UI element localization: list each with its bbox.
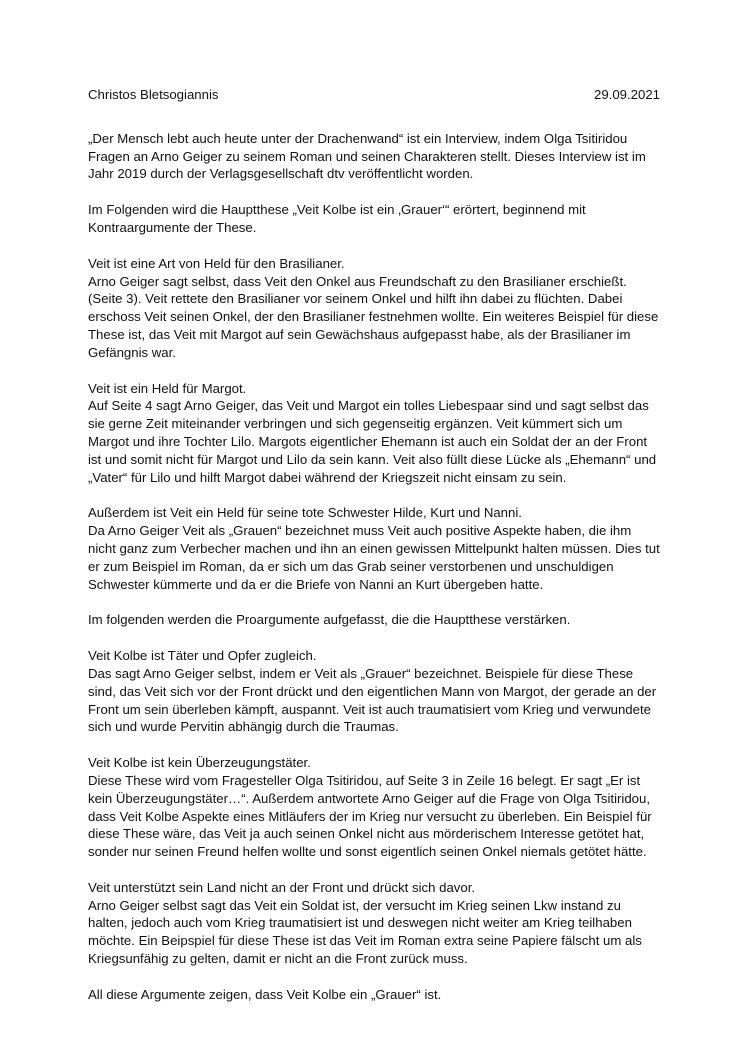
argument-paragraph [88,879,660,968]
argument-heading: Veit unterstützt sein Land nicht an der Front und drückt sich davor. [88,879,476,895]
argument-heading: Veit ist eine Art von Held für den Brasilianer. [88,255,345,271]
paragraph-text: All diese Argumente zeigen, dass Veit Kolbe ein „Grauer“ ist. [88,986,442,1002]
paragraph-text: Auf Seite 4 sagt Arno Geiger, das Veit und Margot ein tolles Liebespaar sind und sagt selbst das sie gerne Zeit miteinander verbringen und sich gegenseitig ergänzen. Veit kümmert sich um Margot und ihre Tochter Lilo. Margots eigentlicher Ehemann ist auch ein Soldat der an der Front ist und somit nicht für Margot und Lilo da sein kann. Veit also füllt diese Lücke als „Ehemann“ und „Vater“ für Lilo und hilft Margot dabei während der Kriegszeit nicht einsam zu sein. [88,398,657,485]
intro-paragraph [88,130,660,183]
paragraph-text: Arno Geiger selbst sagt das Veit ein Soldat ist, der versucht im Krieg seinen Lkw instand zu halten, jedoch auch vom Krieg traumatisiert ist und deswegen nicht weiter am Krieg teilhaben möchte. Ein Beipspiel für diese These ist das Veit im Roman extra seine Papiere fälscht um als Kriegsunfähig zu gelten, damit er nicht an die Front zurück muss. [88,897,642,967]
argument-paragraph [88,754,660,861]
paragraph-text: Diese These wird vom Fragesteller Olga Tsitiridou, auf Seite 3 in Zeile 16 belegt. Er sagt „Er ist kein Überzeugungstäter…“. Außerdem antwortete Arno Geiger auf die Frage von Olga Tsitiridou, dass Veit Kolbe Aspekte eines Mitläufers der im Krieg nur versucht zu überleben. Ein Beispiel für diese These wäre, das Veit ja auch seinen Onkel nicht aus mörderischem Interesse getötet hat, sonder nur seinen Freund helfen wollte und sonst eigentlich seinen Onkel niemals getötet hätte. [88,772,652,860]
conclusion-paragraph [88,986,660,1004]
paragraph-text: „Der Mensch lebt auch heute unter der Drachenwand“ ist ein Interview, indem Olga Tsitiridou Fragen an Arno Geiger zu seinem Roman und seinen Charakteren stellt. Dieses Interview ist im Jahr 2019 durch der Verlagsgesellschaft dtv veröffentlicht worden. [88,130,646,182]
paragraph-text: Arno Geiger sagt selbst, dass Veit den Onkel aus Freundschaft zu den Brasilianer erschießt. (Seite 3). Veit rettete den Brasilianer vor seinem Onkel und hilft ihn dabei zu flüchten. Dabei erschoss Veit seinen Onkel, der den Brasilianer festnehmen wollte. Ein weiteres Beispiel für diese These ist, das Veit mit Margot auf sein Gewächshaus aufgepasst habe, als der Brasilianer im Gefängnis war. [88,273,659,360]
argument-heading: Veit ist ein Held für Margot. [88,380,247,396]
document-date: 29.09.2021 [593,87,660,102]
argument-heading: Außerdem ist Veit ein Held für seine tote Schwester Hilde, Kurt und Nanni. [88,505,522,521]
argument-heading: Veit Kolbe ist Täter und Opfer zugleich. [88,648,317,664]
paragraph-text: Da Arno Geiger Veit als „Grauen“ bezeichnet muss Veit auch positive Aspekte haben, die ihm nicht ganz zum Verbecher machen und ihn an einen gewissen Mittelpunkt halten müssen. Dies tut er zum Beispiel im Roman, da er sich um das Grab seiner verstorbenen und unschuldigen Schwester kümmerte und da er die Briefe von Nanni an Kurt übergeben hatte. [88,523,660,592]
document-header [88,86,660,104]
document-page [88,86,660,1022]
paragraph-text: Im Folgenden wird die Hauptthese „Veit Kolbe ist ein ‚Grauer‘“ erörtert, beginnend mit Kontraargumente der These. [88,202,586,235]
thesis-paragraph [88,201,660,237]
argument-paragraph [88,647,660,736]
paragraph-text: Das sagt Arno Geiger selbst, indem er Veit als „Grauer“ bezeichnet. Beispiele für diese These sind, das Veit sich vor der Front drückt und den eigentlichen Mann von Margot, der gerade an der Front um sein überleben kämpft, auspannt. Veit ist auch traumatisiert vom Krieg und verwundete sich und wurde Pervitin abhängig durch die Traumas. [88,665,657,735]
argument-heading: Veit Kolbe ist kein Überzeugungstäter. [88,755,311,771]
argument-paragraph [88,255,660,362]
argument-paragraph [88,380,660,487]
transition-paragraph [88,611,660,629]
paragraph-text: Im folgenden werden die Proargumente aufgefasst, die die Hauptthese verstärken. [88,612,571,628]
author-name: Christos Bletsogiannis [88,87,219,102]
argument-paragraph [88,504,660,593]
